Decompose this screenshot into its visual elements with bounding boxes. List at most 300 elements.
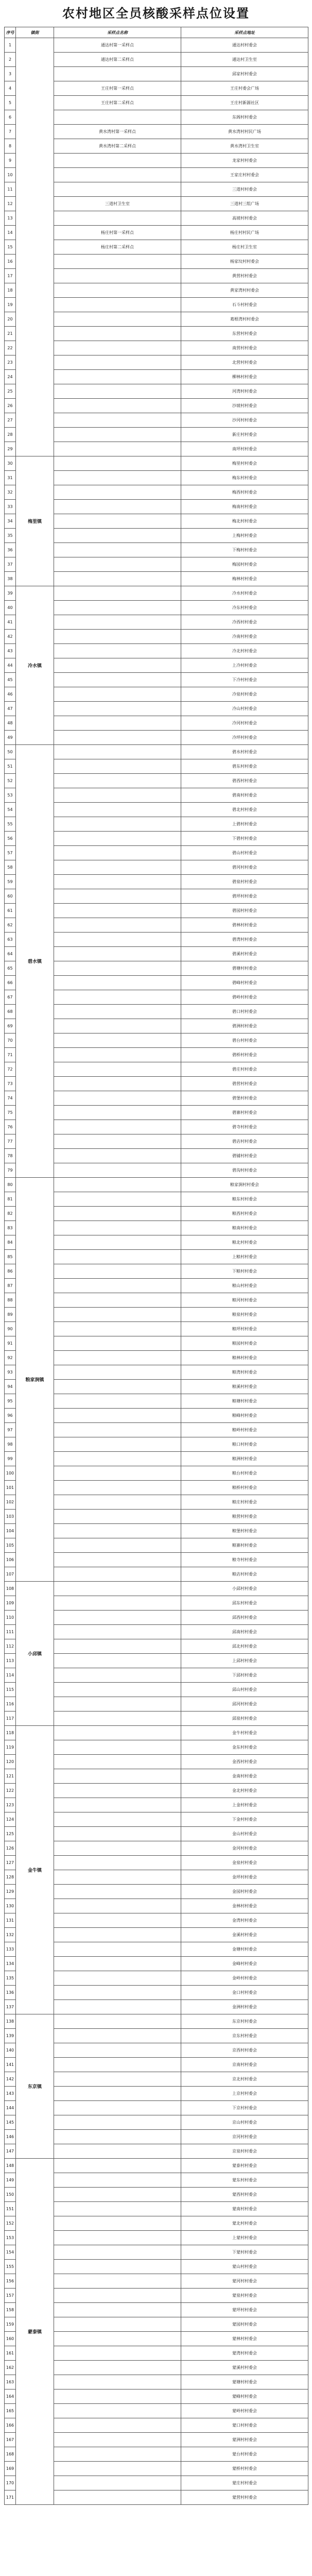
site-address-cell: 粮林村村委会: [181, 1351, 308, 1365]
site-address-cell: 冷北村村委会: [181, 644, 308, 658]
site-name-cell: [54, 1711, 181, 1726]
site-name-cell: [54, 990, 181, 1005]
row-index: 80: [5, 1178, 16, 1192]
site-address-cell: 上粮村村委会: [181, 1250, 308, 1264]
site-address-cell: 京河村村委会: [181, 2130, 308, 2144]
site-name-cell: [54, 2058, 181, 2072]
site-address-cell: 蒙泰村村委会: [181, 2159, 308, 2173]
row-index: 147: [5, 2144, 16, 2159]
row-index: 95: [5, 1394, 16, 1409]
site-address-cell: 碧洲村村委会: [181, 1019, 308, 1033]
row-index: 144: [5, 2101, 16, 2115]
site-address-cell: 碧台村村委会: [181, 1033, 308, 1048]
row-index: 23: [5, 355, 16, 370]
row-index: 167: [5, 2433, 16, 2447]
site-address-cell: 冷山村村委会: [181, 702, 308, 716]
site-address-cell: 蒙园村村委会: [181, 2317, 308, 2332]
site-address-cell: 粮寺村村委会: [181, 1553, 308, 1567]
row-index: 38: [5, 572, 16, 586]
site-name-cell: [54, 1769, 181, 1784]
town-cell: 小邱镇: [16, 1582, 54, 1726]
site-name-cell: [54, 2202, 181, 2216]
site-address-cell: 邱泉村村委会: [181, 1711, 308, 1726]
row-index: 40: [5, 601, 16, 615]
row-index: 84: [5, 1235, 16, 1250]
site-name-cell: [54, 471, 181, 485]
table-row: [5, 745, 308, 759]
site-name-cell: [54, 1913, 181, 1928]
site-address-cell: 黄营村村委会: [181, 269, 308, 283]
site-address-cell: 三道村村委会: [181, 182, 308, 197]
site-address-cell: 碧塘村村委会: [181, 961, 308, 976]
site-name-cell: [54, 759, 181, 774]
site-name-cell: [54, 2346, 181, 2361]
site-name-cell: [54, 2216, 181, 2231]
site-address-cell: 蒙泉村村委会: [181, 2289, 308, 2303]
site-name-cell: [54, 269, 181, 283]
site-name-cell: [54, 2260, 181, 2274]
site-address-cell: 下梅村村委会: [181, 543, 308, 557]
row-index: 64: [5, 947, 16, 961]
site-address-cell: 碧水村村委会: [181, 745, 308, 759]
site-address-cell: 蒙湾村村委会: [181, 2346, 308, 2361]
row-index: 154: [5, 2245, 16, 2260]
site-address-cell: 金南村村委会: [181, 1769, 308, 1784]
row-index: 141: [5, 2058, 16, 2072]
site-address-cell: 冷坪村村委会: [181, 731, 308, 745]
site-name-cell: [54, 428, 181, 442]
site-name-cell: [54, 1740, 181, 1755]
table-row: [5, 2014, 308, 2029]
site-address-cell: 金东村村委会: [181, 1740, 308, 1755]
site-name-cell: [54, 2231, 181, 2245]
site-address-cell: 冷西村村委会: [181, 615, 308, 630]
row-index: 56: [5, 832, 16, 846]
site-name-cell: [54, 514, 181, 529]
site-name-cell: [54, 1308, 181, 1322]
row-index: 28: [5, 428, 16, 442]
site-address-cell: 碧沟村村委会: [181, 1163, 308, 1178]
site-address-cell: 邱山村村委会: [181, 1683, 308, 1697]
site-name-cell: [54, 2173, 181, 2188]
site-name-cell: 通达村第一采样点: [54, 38, 181, 53]
row-index: 126: [5, 1841, 16, 1856]
row-index: 156: [5, 2274, 16, 2289]
site-name-cell: [54, 1885, 181, 1899]
site-name-cell: [54, 817, 181, 832]
row-index: 50: [5, 745, 16, 759]
site-address-cell: 粮河村村委会: [181, 1293, 308, 1308]
row-index: 114: [5, 1668, 16, 1683]
site-address-cell: 京东村村委会: [181, 2029, 308, 2043]
site-address-cell: 碧寺村村委会: [181, 1120, 308, 1134]
site-address-cell: 王庄村委会广场: [181, 81, 308, 96]
site-address-cell: 蒙营村村委会: [181, 2490, 308, 2505]
site-address-cell: 碧北村村委会: [181, 803, 308, 817]
table-row: [5, 2159, 308, 2173]
town-cell: 冷水镇: [16, 586, 54, 745]
row-index: 129: [5, 1885, 16, 1899]
site-name-cell: [54, 731, 181, 745]
site-name-cell: [54, 2245, 181, 2260]
site-address-cell: 葛根湾村村委会: [181, 312, 308, 327]
row-index: 63: [5, 933, 16, 947]
site-name-cell: [54, 1625, 181, 1639]
row-index: 71: [5, 1048, 16, 1062]
row-index: 12: [5, 197, 16, 211]
site-address-cell: 梅林村村委会: [181, 572, 308, 586]
row-index: 53: [5, 788, 16, 803]
site-address-cell: 上邱村村委会: [181, 1654, 308, 1668]
site-address-cell: 蒙口村村委会: [181, 2418, 308, 2433]
row-index: 101: [5, 1481, 16, 1495]
site-name-cell: [54, 1380, 181, 1394]
town-cell: [16, 38, 54, 456]
row-index: 24: [5, 370, 16, 384]
site-address-cell: 京南村村委会: [181, 2058, 308, 2072]
site-address-cell: 高坡村村委会: [181, 211, 308, 226]
row-index: 74: [5, 1091, 16, 1106]
row-index: 66: [5, 976, 16, 990]
site-name-cell: [54, 370, 181, 384]
site-address-cell: 碧店村村委会: [181, 1134, 308, 1149]
site-name-cell: [54, 803, 181, 817]
site-name-cell: [54, 2130, 181, 2144]
site-name-cell: [54, 1279, 181, 1293]
table-row: [5, 1178, 308, 1192]
site-name-cell: [54, 1957, 181, 1971]
row-index: 70: [5, 1033, 16, 1048]
town-cell: 东京镇: [16, 2014, 54, 2159]
site-name-cell: [54, 687, 181, 702]
site-address-cell: 蒙东村村委会: [181, 2173, 308, 2188]
site-address-cell: 沙河村村委会: [181, 413, 308, 428]
site-name-cell: [54, 673, 181, 687]
table-header-row: [5, 27, 308, 38]
site-address-cell: 碧岭村村委会: [181, 990, 308, 1005]
site-name-cell: [54, 2462, 181, 2476]
site-address-cell: 下碧村村委会: [181, 832, 308, 846]
row-index: 119: [5, 1740, 16, 1755]
row-index: 160: [5, 2332, 16, 2346]
site-address-cell: 邱河村村委会: [181, 1697, 308, 1711]
site-name-cell: [54, 1856, 181, 1870]
town-cell: 梅里镇: [16, 456, 54, 586]
site-name-cell: [54, 1798, 181, 1812]
row-index: 112: [5, 1639, 16, 1654]
site-name-cell: [54, 1611, 181, 1625]
row-index: 121: [5, 1769, 16, 1784]
site-address-cell: 梅园村村委会: [181, 557, 308, 572]
site-address-cell: 蒙岭村村委会: [181, 2404, 308, 2418]
row-index: 139: [5, 2029, 16, 2043]
site-name-cell: [54, 889, 181, 904]
site-name-cell: [54, 1928, 181, 1942]
site-name-cell: [54, 1077, 181, 1091]
row-index: 136: [5, 1986, 16, 2000]
site-address-cell: 杨庄村村民广场: [181, 226, 308, 240]
row-index: 83: [5, 1221, 16, 1235]
site-address-cell: 粮店村村委会: [181, 1567, 308, 1582]
row-index: 62: [5, 918, 16, 933]
site-name-cell: [54, 601, 181, 615]
row-index: 43: [5, 644, 16, 658]
site-name-cell: [54, 1394, 181, 1409]
site-address-cell: 上京村村委会: [181, 2087, 308, 2101]
site-address-cell: 蒙溪村村委会: [181, 2361, 308, 2375]
site-name-cell: [54, 2389, 181, 2404]
site-address-cell: 金湾村村委会: [181, 1913, 308, 1928]
site-name-cell: [54, 2072, 181, 2087]
row-index: 73: [5, 1077, 16, 1091]
site-address-cell: 粮泉村村委会: [181, 1308, 308, 1322]
site-name-cell: [54, 630, 181, 644]
site-name-cell: [54, 1668, 181, 1683]
site-name-cell: [54, 933, 181, 947]
site-address-cell: 粮寨村村委会: [181, 1538, 308, 1553]
site-address-cell: 邱南村村委会: [181, 1625, 308, 1639]
site-address-cell: 碧口村村委会: [181, 1005, 308, 1019]
site-address-cell: 黄水湾村村民广场: [181, 125, 308, 139]
table-row: [5, 456, 308, 471]
site-name-cell: [54, 2029, 181, 2043]
row-index: 105: [5, 1538, 16, 1553]
row-index: 94: [5, 1380, 16, 1394]
row-index: 75: [5, 1106, 16, 1120]
site-name-cell: [54, 1755, 181, 1769]
row-index: 39: [5, 586, 16, 601]
row-index: 32: [5, 485, 16, 500]
row-index: 82: [5, 1207, 16, 1221]
site-address-cell: 蒙台村村委会: [181, 2447, 308, 2462]
site-name-cell: [54, 1336, 181, 1351]
row-index: 67: [5, 990, 16, 1005]
site-name-cell: [54, 2375, 181, 2389]
site-address-cell: 碧东村村委会: [181, 759, 308, 774]
site-address-cell: 黄家湾村村委会: [181, 283, 308, 298]
site-name-cell: [54, 442, 181, 456]
site-address-cell: 冷河村村委会: [181, 716, 308, 731]
site-name-cell: [54, 543, 181, 557]
site-name-cell: [54, 1466, 181, 1481]
site-address-cell: 东营村村委会: [181, 327, 308, 341]
header-site-name: 采样点名称: [54, 27, 181, 38]
site-name-cell: [54, 1264, 181, 1279]
site-name-cell: [54, 2115, 181, 2130]
site-address-cell: 杨庄村卫生室: [181, 240, 308, 255]
header-site-address: 采样点地址: [181, 27, 308, 38]
site-address-cell: 龙家村村委会: [181, 154, 308, 168]
row-index: 35: [5, 529, 16, 543]
row-index: 104: [5, 1524, 16, 1538]
site-name-cell: [54, 586, 181, 601]
site-name-cell: [54, 456, 181, 471]
row-index: 97: [5, 1423, 16, 1437]
site-name-cell: [54, 1784, 181, 1798]
site-address-cell: 南营村村委会: [181, 341, 308, 355]
site-name-cell: [54, 1971, 181, 1986]
site-name-cell: [54, 1221, 181, 1235]
site-name-cell: [54, 1062, 181, 1077]
town-cell: 金牛镇: [16, 1726, 54, 2014]
row-index: 77: [5, 1134, 16, 1149]
site-name-cell: [54, 1899, 181, 1913]
site-address-cell: 王家庄村村委会: [181, 168, 308, 182]
row-index: 102: [5, 1495, 16, 1510]
site-name-cell: [54, 745, 181, 759]
row-index: 138: [5, 2014, 16, 2029]
site-name-cell: [54, 2274, 181, 2289]
site-address-cell: 粮口村村委会: [181, 1437, 308, 1452]
site-name-cell: [54, 774, 181, 788]
row-index: 27: [5, 413, 16, 428]
site-name-cell: [54, 67, 181, 81]
site-name-cell: [54, 702, 181, 716]
site-name-cell: [54, 1365, 181, 1380]
site-name-cell: [54, 644, 181, 658]
site-address-cell: 金峰村村委会: [181, 1957, 308, 1971]
site-name-cell: [54, 918, 181, 933]
site-address-cell: 粮东村村委会: [181, 1192, 308, 1207]
site-name-cell: [54, 1120, 181, 1134]
row-index: 128: [5, 1870, 16, 1885]
site-address-cell: 金岭村村委会: [181, 1971, 308, 1986]
site-address-cell: 蒙峰村村委会: [181, 2389, 308, 2404]
row-index: 103: [5, 1510, 16, 1524]
site-address-cell: 碧泉村村委会: [181, 875, 308, 889]
row-index: 122: [5, 1784, 16, 1798]
table-row: [5, 38, 308, 53]
row-index: 145: [5, 2115, 16, 2130]
row-index: 60: [5, 889, 16, 904]
row-index: 11: [5, 182, 16, 197]
site-address-cell: 金坪村村委会: [181, 1870, 308, 1885]
site-name-cell: [54, 2404, 181, 2418]
site-address-cell: 金牛村村委会: [181, 1726, 308, 1740]
row-index: 127: [5, 1856, 16, 1870]
site-address-cell: 粮台村村委会: [181, 1466, 308, 1481]
site-name-cell: [54, 1322, 181, 1336]
row-index: 48: [5, 716, 16, 731]
page-title: 农村地区全员核酸采样点位设置: [62, 6, 250, 21]
site-address-cell: 三道村三组广场: [181, 197, 308, 211]
row-index: 90: [5, 1322, 16, 1336]
row-index: 52: [5, 774, 16, 788]
site-name-cell: [54, 1106, 181, 1120]
town-cell: 碧水镇: [16, 745, 54, 1178]
row-index: 132: [5, 1928, 16, 1942]
site-address-cell: 金山村村委会: [181, 1827, 308, 1841]
site-address-cell: 粮园村村委会: [181, 1336, 308, 1351]
row-index: 135: [5, 1971, 16, 1986]
row-index: 7: [5, 125, 16, 139]
site-address-cell: 河湾村村委会: [181, 384, 308, 399]
site-name-cell: [54, 154, 181, 168]
site-name-cell: [54, 1510, 181, 1524]
table-row: [5, 586, 308, 601]
site-address-cell: 京北村村委会: [181, 2072, 308, 2087]
site-name-cell: [54, 1639, 181, 1654]
row-index: 9: [5, 154, 16, 168]
site-address-cell: 东阁村村委会: [181, 110, 308, 125]
row-index: 163: [5, 2375, 16, 2389]
row-index: 116: [5, 1697, 16, 1711]
row-index: 8: [5, 139, 16, 154]
site-address-cell: 通达村村委会: [181, 38, 308, 53]
site-address-cell: 粮坪村村委会: [181, 1322, 308, 1336]
site-name-cell: [54, 1870, 181, 1885]
site-name-cell: [54, 1495, 181, 1510]
row-index: 148: [5, 2159, 16, 2173]
row-index: 34: [5, 514, 16, 529]
site-address-cell: 上梅村村委会: [181, 529, 308, 543]
row-index: 168: [5, 2447, 16, 2462]
row-index: 143: [5, 2087, 16, 2101]
row-index: 166: [5, 2418, 16, 2433]
site-name-cell: [54, 557, 181, 572]
site-address-cell: 下蒙村村委会: [181, 2245, 308, 2260]
row-index: 93: [5, 1365, 16, 1380]
site-name-cell: [54, 1553, 181, 1567]
row-index: 111: [5, 1625, 16, 1639]
town-cell: 蒙泰镇: [16, 2159, 54, 2505]
row-index: 125: [5, 1827, 16, 1841]
site-name-cell: [54, 1163, 181, 1178]
site-name-cell: [54, 2289, 181, 2303]
row-index: 134: [5, 1957, 16, 1971]
row-index: 2: [5, 53, 16, 67]
row-index: 133: [5, 1942, 16, 1957]
row-index: 169: [5, 2462, 16, 2476]
row-index: 29: [5, 442, 16, 456]
site-name-cell: [54, 1134, 181, 1149]
site-name-cell: [54, 2000, 181, 2014]
site-name-cell: [54, 2188, 181, 2202]
row-index: 131: [5, 1913, 16, 1928]
row-index: 19: [5, 298, 16, 312]
site-address-cell: 粮庄村村委会: [181, 1495, 308, 1510]
site-name-cell: [54, 2433, 181, 2447]
row-index: 45: [5, 673, 16, 687]
site-name-cell: 黄水湾村第二采样点: [54, 139, 181, 154]
site-address-cell: 粮堡村村委会: [181, 1524, 308, 1538]
row-index: 153: [5, 2231, 16, 2245]
row-index: 30: [5, 456, 16, 471]
site-address-cell: 粮营村村委会: [181, 1510, 308, 1524]
site-name-cell: [54, 2476, 181, 2490]
table-row: [5, 1726, 308, 1740]
site-address-cell: 碧峰村村委会: [181, 976, 308, 990]
row-index: 46: [5, 687, 16, 702]
site-name-cell: [54, 1841, 181, 1856]
row-index: 89: [5, 1308, 16, 1322]
row-index: 3: [5, 67, 16, 81]
row-index: 115: [5, 1683, 16, 1697]
row-index: 149: [5, 2173, 16, 2188]
row-index: 31: [5, 471, 16, 485]
site-address-cell: 上冷村村委会: [181, 658, 308, 673]
site-name-cell: [54, 2418, 181, 2433]
row-index: 72: [5, 1062, 16, 1077]
row-index: 65: [5, 961, 16, 976]
row-index: 69: [5, 1019, 16, 1033]
site-name-cell: [54, 961, 181, 976]
site-address-cell: 碧林村村委会: [181, 918, 308, 933]
header-index: 序号: [5, 27, 16, 38]
site-address-cell: 蒙西村村委会: [181, 2188, 308, 2202]
row-index: 20: [5, 312, 16, 327]
site-address-cell: 蒙桥村村委会: [181, 2462, 308, 2476]
